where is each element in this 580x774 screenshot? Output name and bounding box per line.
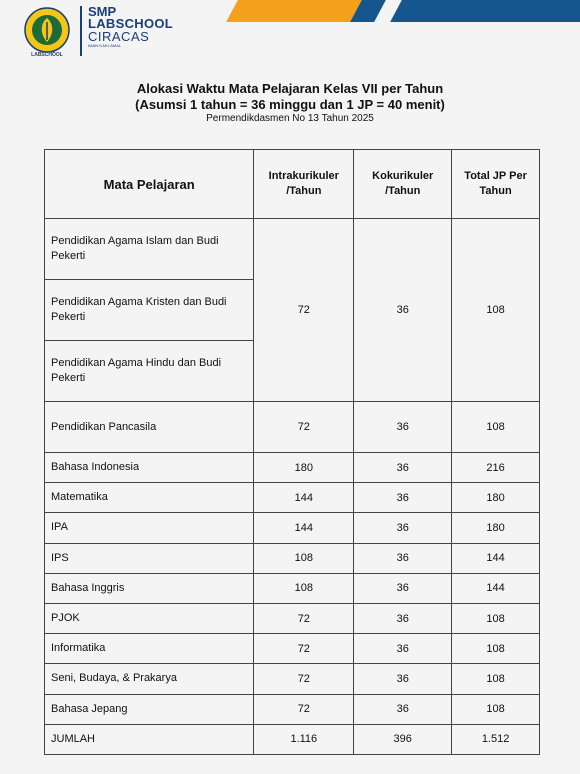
table-row [45,694,540,724]
ko-cell: 36 [354,402,452,453]
subject-cell: Pendidikan Agama Hindu dan Budi Pekerti [45,341,254,402]
header-intra: Intrakurikuler /Tahun [254,150,354,219]
intra-cell: 72 [254,219,354,402]
subject-cell: JUMLAH [45,724,254,754]
ko-cell: 36 [354,513,452,543]
title-line3: Permendikdasmen No 13 Tahun 2025 [206,113,374,124]
subject-cell: Pendidikan Pancasila [45,402,254,453]
subject-cell: PJOK [45,603,254,633]
subject-cell: Bahasa Jepang [45,694,254,724]
school-line1: SMP [88,4,117,19]
intra-cell: 72 [254,402,354,453]
total-cell: 108 [452,219,540,402]
total-cell: 108 [452,634,540,664]
title-line1: Alokasi Waktu Mata Pelajaran Kelas VII per Tahun [136,81,444,96]
ko-cell: 36 [354,634,452,664]
total-cell: 1.512 [452,724,540,754]
intra-cell: 108 [254,573,354,603]
logo-caption: LABSCHOOL [31,52,63,58]
school-line2: LABSCHOOL [88,16,174,31]
table-row [45,543,540,573]
subject-cell: Pendidikan Agama Kristen dan Budi Pekerti [45,280,254,341]
subject-cell: Matematika [45,483,254,513]
total-cell: 180 [452,483,540,513]
table-row [45,483,540,513]
total-cell: 144 [452,543,540,573]
ko-cell: 36 [354,694,452,724]
table-row [45,402,540,453]
table-row [45,664,540,694]
total-cell: 180 [452,513,540,543]
table-row [45,453,540,483]
total-cell: 108 [452,664,540,694]
intra-cell: 72 [254,634,354,664]
table-row [45,219,540,280]
ko-cell: 36 [354,573,452,603]
table-row-total [45,724,540,754]
subject-cell: Seni, Budaya, & Prakarya [45,664,254,694]
table-row [45,634,540,664]
table-row [45,513,540,543]
intra-cell: 144 [254,483,354,513]
subject-cell: Bahasa Indonesia [45,453,254,483]
intra-cell: 72 [254,603,354,633]
subject-cell: Bahasa Inggris [45,573,254,603]
subject-cell: Informatika [45,634,254,664]
table-row [45,573,540,603]
ko-cell: 36 [354,219,452,402]
total-cell: 216 [452,453,540,483]
intra-cell: 180 [254,453,354,483]
ko-cell: 36 [354,543,452,573]
header-ko: Kokurikuler /Tahun [354,150,452,219]
ko-cell: 36 [354,483,452,513]
table-header-row [45,150,540,219]
intra-cell: 72 [254,694,354,724]
subject-cell: Pendidikan Agama Islam dan Budi Pekerti [45,219,254,280]
intra-cell: 72 [254,664,354,694]
school-name [80,6,173,56]
intra-cell: 144 [254,513,354,543]
allocation-table [44,149,540,755]
ko-cell: 36 [354,603,452,633]
ko-cell: 396 [354,724,452,754]
total-cell: 144 [452,573,540,603]
header-subject: Mata Pelajaran [45,150,254,219]
intra-cell: 1.116 [254,724,354,754]
school-line3: CIRACAS [88,29,150,44]
title-line2: (Asumsi 1 tahun = 36 minggu dan 1 JP = 40 menit) [135,97,445,112]
document-title [0,80,580,125]
school-tagline: IMAN·ILMU·AMAL [88,43,122,48]
table-row [45,603,540,633]
subject-cell: IPS [45,543,254,573]
ko-cell: 36 [354,453,452,483]
ko-cell: 36 [354,664,452,694]
subject-cell: IPA [45,513,254,543]
header-total: Total JP Per Tahun [452,150,540,219]
total-cell: 108 [452,402,540,453]
intra-cell: 108 [254,543,354,573]
total-cell: 108 [452,603,540,633]
total-cell: 108 [452,694,540,724]
